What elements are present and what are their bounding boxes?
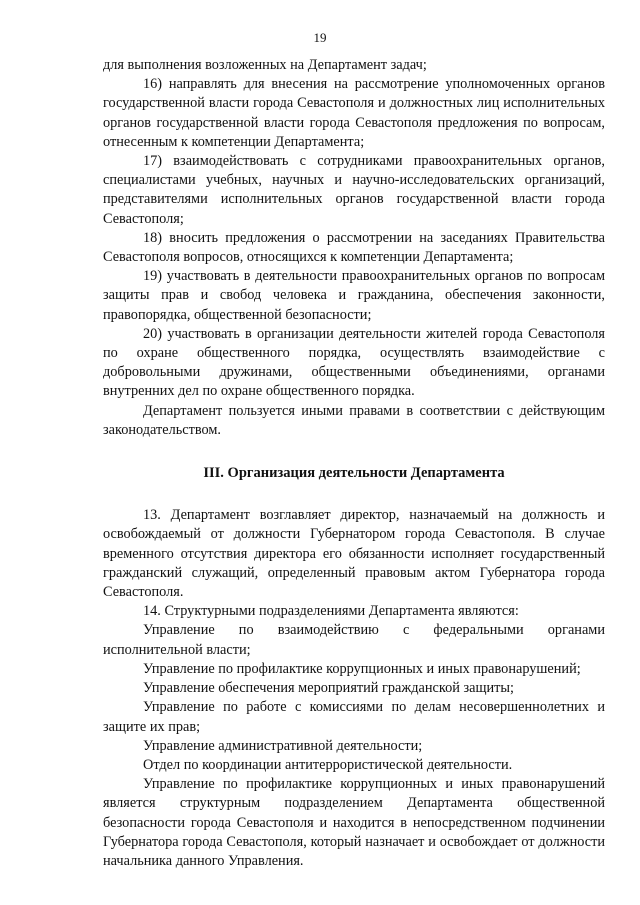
item-18: 18) вносить предложения о рассмотрении на заседаниях Правительства Севастополя вопросов, относящихся к компетенции Департамента; <box>103 229 605 266</box>
unit-2: Управление по профилактике коррупционных и иных правонарушений; <box>143 660 581 677</box>
item-20: 20) участвовать в организации деятельности жителей города Севастополя по охране общественного порядка, осуществлять взаимодействие с добровольными дружинами, общественными объединениями, органами внутренних дел по охране общественного порядка. <box>103 325 605 400</box>
item-16: 16) направлять для внесения на рассмотрение уполномоченных органов государственной власти города Севастополя и должностных лиц исполнительных органов государственной власти города Севастополя предложения по вопросам, отнесенным к компетенции Департамента; <box>103 76 605 150</box>
document-body <box>103 56 605 871</box>
final-paragraph: Управление по профилактике коррупционных и иных правонарушений является структурным подразделением Департамента общественной безопасности города Севастополя и находится в непосредственном подчинении Губернатора города Севастополя, который назначает и освобождает от должности начальника данного Управления. <box>103 776 605 869</box>
unit-3: Управление обеспечения мероприятий гражданской защиты; <box>143 680 514 697</box>
unit-6: Отдел по координации антитеррористической деятельности. <box>143 756 513 773</box>
clause-14: 14. Структурными подразделениями Департамента являются: <box>143 603 519 620</box>
section-heading: III. Организация деятельности Департамента <box>203 465 505 482</box>
item-19: 19) участвовать в деятельности правоохранительных органов по вопросам защиты прав и свобод человека и гражданина, обеспечения законности, правопорядка, общественной безопасности; <box>103 268 605 323</box>
rights-paragraph: Департамент пользуется иными правами в соответствии с действующим законодательством. <box>103 402 605 438</box>
unit-1: Управление по взаимодействию с федеральными органами исполнительной власти; <box>103 622 605 658</box>
paragraph-continuation: для выполнения возложенных на Департамент задач; <box>103 57 427 73</box>
item-17: 17) взаимодействовать с сотрудниками правоохранительных органов, специалистами учебных, научных и научно-исследовательских организаций, представителями исполнительных органов государственной власти города Севастополя; <box>103 153 605 227</box>
clause-13: 13. Департамент возглавляет директор, назначаемый на должность и освобождаемый от должности Губернатором города Севастополя. В случае временного отсутствия директора его обязанности исполняет государственный гражданский служащий, определенный правовым актом Губернатора города Севастополя. <box>103 507 605 601</box>
unit-5: Управление административной деятельности; <box>143 737 423 754</box>
unit-4: Управление по работе с комиссиями по делам несовершеннолетних и защите их прав; <box>103 699 605 735</box>
page-number: 19 <box>313 30 327 45</box>
